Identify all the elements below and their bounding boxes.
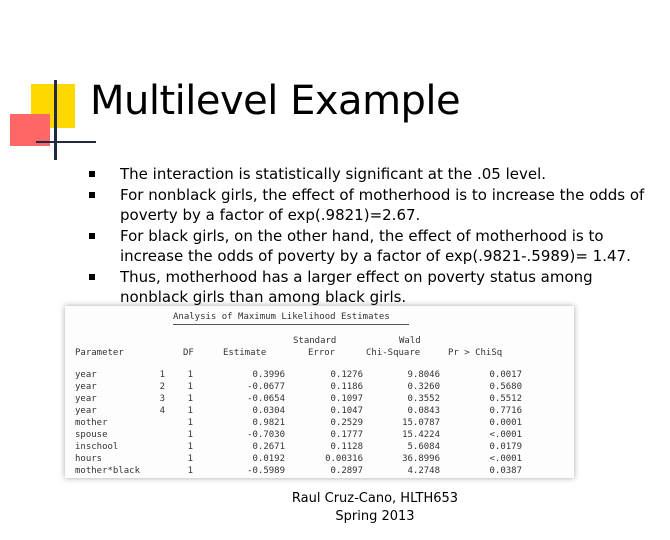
table-row bbox=[65, 418, 574, 430]
cell-p-value: 0.7716 bbox=[489, 406, 522, 416]
footer-author: Raul Cruz-Cano, HLTH653 bbox=[291, 491, 459, 506]
cell-p-value: 0.0001 bbox=[489, 418, 522, 428]
footer-term: Spring 2013 bbox=[335, 509, 415, 524]
cell-wald-chi-square: 15.4224 bbox=[402, 430, 440, 440]
cell-p-value: 0.5512 bbox=[489, 394, 522, 404]
cell-df: 1 bbox=[187, 466, 193, 476]
cell-estimate: -0.5989 bbox=[247, 466, 285, 476]
header-chi-square: Chi-Square bbox=[366, 348, 421, 358]
slide-footer bbox=[270, 490, 480, 526]
bullet-item bbox=[89, 164, 649, 185]
cell-p-value: 0.5680 bbox=[489, 382, 522, 392]
table-row bbox=[65, 442, 574, 454]
cell-wald-chi-square: 0.0843 bbox=[407, 406, 440, 416]
cell-estimate: 0.0304 bbox=[252, 406, 285, 416]
table-row bbox=[65, 382, 574, 394]
cell-parameter: hours bbox=[75, 454, 103, 464]
cell-standard-error: 0.1128 bbox=[330, 442, 363, 452]
bullet-item bbox=[89, 185, 649, 226]
cell-standard-error: 0.2897 bbox=[330, 466, 363, 476]
bullet-text: Thus, motherhood has a larger effect on poverty status among nonblack girls than among black girls. bbox=[120, 267, 593, 306]
bullet-text: For black girls, on the other hand, the effect of motherhood is to increase the odds of poverty by a factor of exp(.9821-.5989)= 1.47. bbox=[120, 226, 631, 265]
cell-parameter: mother bbox=[75, 418, 108, 428]
cell-parameter: mother*black bbox=[75, 466, 141, 476]
header-p-value: Pr > ChiSq bbox=[448, 348, 503, 358]
cell-df: 1 bbox=[187, 430, 193, 440]
cell-standard-error: 0.2529 bbox=[330, 418, 363, 428]
cell-parameter: spouse bbox=[75, 430, 108, 440]
bullet-item bbox=[89, 226, 649, 267]
cell-estimate: 0.3996 bbox=[252, 370, 285, 380]
square-bullet-icon bbox=[89, 274, 95, 280]
bullet-text: The interaction is statistically significant at the .05 level. bbox=[120, 165, 547, 183]
estimates-table-image bbox=[65, 306, 574, 478]
cell-wald-chi-square: 15.0787 bbox=[402, 418, 440, 428]
cell-wald-chi-square: 4.2748 bbox=[407, 466, 440, 476]
cell-df: 1 bbox=[187, 454, 193, 464]
table-caption: Analysis of Maximum Likelihood Estimates bbox=[173, 312, 390, 322]
cell-wald-chi-square: 36.8996 bbox=[402, 454, 440, 464]
cell-estimate: 0.0192 bbox=[252, 454, 285, 464]
cell-category: 1 bbox=[159, 370, 165, 380]
table-row bbox=[65, 430, 574, 442]
cell-standard-error: 0.1186 bbox=[330, 382, 363, 392]
cell-wald-chi-square: 0.3260 bbox=[407, 382, 440, 392]
title-accent-horizontal-line bbox=[36, 141, 96, 143]
header-wald: Wald bbox=[399, 336, 421, 346]
table-row bbox=[65, 454, 574, 466]
table-row bbox=[65, 406, 574, 418]
square-bullet-icon bbox=[89, 233, 95, 239]
table-row bbox=[65, 466, 574, 478]
cell-p-value: 0.0017 bbox=[489, 370, 522, 380]
cell-parameter: year bbox=[75, 382, 97, 392]
title-accent-vertical-line bbox=[54, 80, 57, 160]
cell-df: 1 bbox=[187, 418, 193, 428]
cell-p-value: 0.0387 bbox=[489, 466, 522, 476]
header-estimate: Estimate bbox=[223, 348, 267, 358]
cell-wald-chi-square: 5.6084 bbox=[407, 442, 440, 452]
cell-parameter: year bbox=[75, 370, 97, 380]
header-standard: Standard bbox=[293, 336, 337, 346]
cell-df: 1 bbox=[187, 382, 193, 392]
header-parameter: Parameter bbox=[75, 348, 124, 358]
square-bullet-icon bbox=[89, 192, 95, 198]
cell-wald-chi-square: 0.3552 bbox=[407, 394, 440, 404]
cell-category: 2 bbox=[159, 382, 165, 392]
cell-standard-error: 0.1047 bbox=[330, 406, 363, 416]
cell-standard-error: 0.1276 bbox=[330, 370, 363, 380]
cell-estimate: 0.9821 bbox=[252, 418, 285, 428]
table-row bbox=[65, 370, 574, 382]
cell-estimate: -0.0654 bbox=[247, 394, 285, 404]
cell-standard-error: 0.00316 bbox=[325, 454, 363, 464]
slide-title: Multilevel Example bbox=[90, 78, 461, 124]
cell-parameter: year bbox=[75, 394, 97, 404]
header-df: DF bbox=[183, 348, 194, 358]
cell-category: 4 bbox=[159, 406, 165, 416]
cell-df: 1 bbox=[187, 394, 193, 404]
bullet-list bbox=[89, 164, 649, 308]
caption-underline bbox=[173, 324, 409, 325]
cell-parameter: year bbox=[75, 406, 97, 416]
cell-parameter: inschool bbox=[75, 442, 119, 452]
bullet-text: For nonblack girls, the effect of motherhood is to increase the odds of poverty by a factor of exp(.9821)=2.67. bbox=[120, 185, 645, 224]
table-row bbox=[65, 394, 574, 406]
cell-category: 3 bbox=[159, 394, 165, 404]
cell-df: 1 bbox=[187, 370, 193, 380]
header-error: Error bbox=[308, 348, 336, 358]
cell-estimate: -0.7030 bbox=[247, 430, 285, 440]
cell-df: 1 bbox=[187, 442, 193, 452]
cell-estimate: 0.2671 bbox=[252, 442, 285, 452]
cell-estimate: -0.0677 bbox=[247, 382, 285, 392]
cell-p-value: <.0001 bbox=[489, 430, 522, 440]
cell-p-value: <.0001 bbox=[489, 454, 522, 464]
square-bullet-icon bbox=[89, 171, 95, 177]
cell-standard-error: 0.1777 bbox=[330, 430, 363, 440]
cell-p-value: 0.0179 bbox=[489, 442, 522, 452]
cell-df: 1 bbox=[187, 406, 193, 416]
cell-standard-error: 0.1097 bbox=[330, 394, 363, 404]
bullet-item bbox=[89, 267, 649, 308]
cell-wald-chi-square: 9.8046 bbox=[407, 370, 440, 380]
